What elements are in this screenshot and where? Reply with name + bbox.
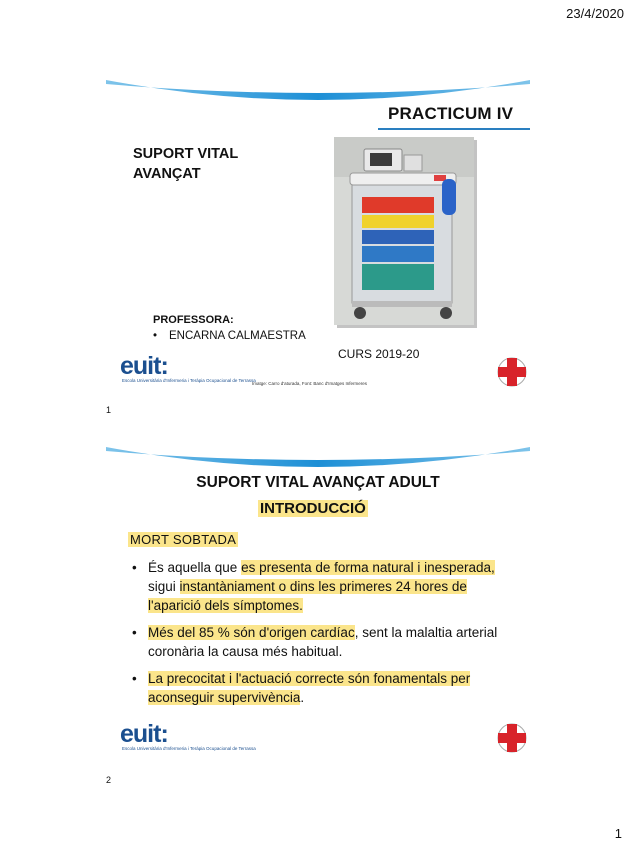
bullet-highlight: instantàniament o dins les primeres 24 hores de l'aparició dels símptomes. (148, 579, 467, 613)
euit-logo (120, 722, 256, 751)
slide-title: SUPORT VITAL AVANÇAT ADULT (196, 474, 440, 491)
red-cross-logo (490, 720, 534, 766)
bullet-item (132, 669, 512, 707)
bullet-item (132, 623, 512, 661)
bullet-text: És aquella que (148, 560, 242, 575)
euit-logo (120, 354, 256, 383)
image-caption: Imatge: Carro d'aturada, Font: Banc d'Imatges Infermeres (252, 381, 368, 386)
bullet-list (132, 558, 512, 715)
slide-subtitle: INTRODUCCIÓ (260, 500, 366, 517)
bullet-highlight: es presenta de forma natural i inesperada, (241, 560, 495, 575)
professor-name: • ENCARNA CALMAESTRA (153, 330, 306, 342)
course-year: CURS 2019-20 (338, 347, 420, 361)
bullet-text: , sent la malaltia arterial coronària la causa més habitual. (148, 625, 498, 659)
bullet-highlight: Més del 85 % són d'origen cardíac (148, 625, 355, 640)
red-cross-icon (490, 354, 534, 390)
slide-number: 1 (106, 405, 112, 415)
professor-label: PROFESSORA: (153, 314, 234, 326)
slide-number: 2 (106, 775, 112, 785)
bullet-text: sigui (148, 579, 180, 594)
section-heading: MORT SOBTADA (130, 532, 237, 547)
page-number: 1 (614, 826, 622, 841)
title-underline (378, 128, 530, 130)
header-swoosh (106, 80, 530, 106)
red-cross-logo (490, 354, 534, 400)
bullet-highlight: La precocitat i l'actuació correcte són fonamentals per aconseguir supervivència (148, 671, 471, 705)
slide-title: PRACTICUM IV (388, 104, 514, 123)
euit-logo-text: euit: (120, 720, 168, 748)
euit-logo-tagline: Escola Universitària d'Infermeria i Teràpia Ocupacional de Terrassa (122, 378, 256, 383)
slide-subtitle (133, 144, 293, 184)
crash-cart-photo (334, 137, 474, 325)
bullet-item (132, 558, 512, 615)
print-date: 23/4/2020 (566, 6, 624, 21)
professor-name-text: ENCARNA CALMAESTRA (169, 330, 306, 342)
subtitle-line-1: SUPORT VITAL (133, 146, 239, 162)
euit-logo-tagline: Escola Universitària d'Infermeria i Teràpia Ocupacional de Terrassa (122, 746, 256, 751)
euit-logo-text: euit: (120, 352, 168, 380)
header-swoosh (106, 447, 530, 473)
subtitle-line-2: AVANÇAT (133, 166, 201, 182)
red-cross-icon (490, 720, 534, 756)
bullet-text: . (300, 690, 305, 705)
